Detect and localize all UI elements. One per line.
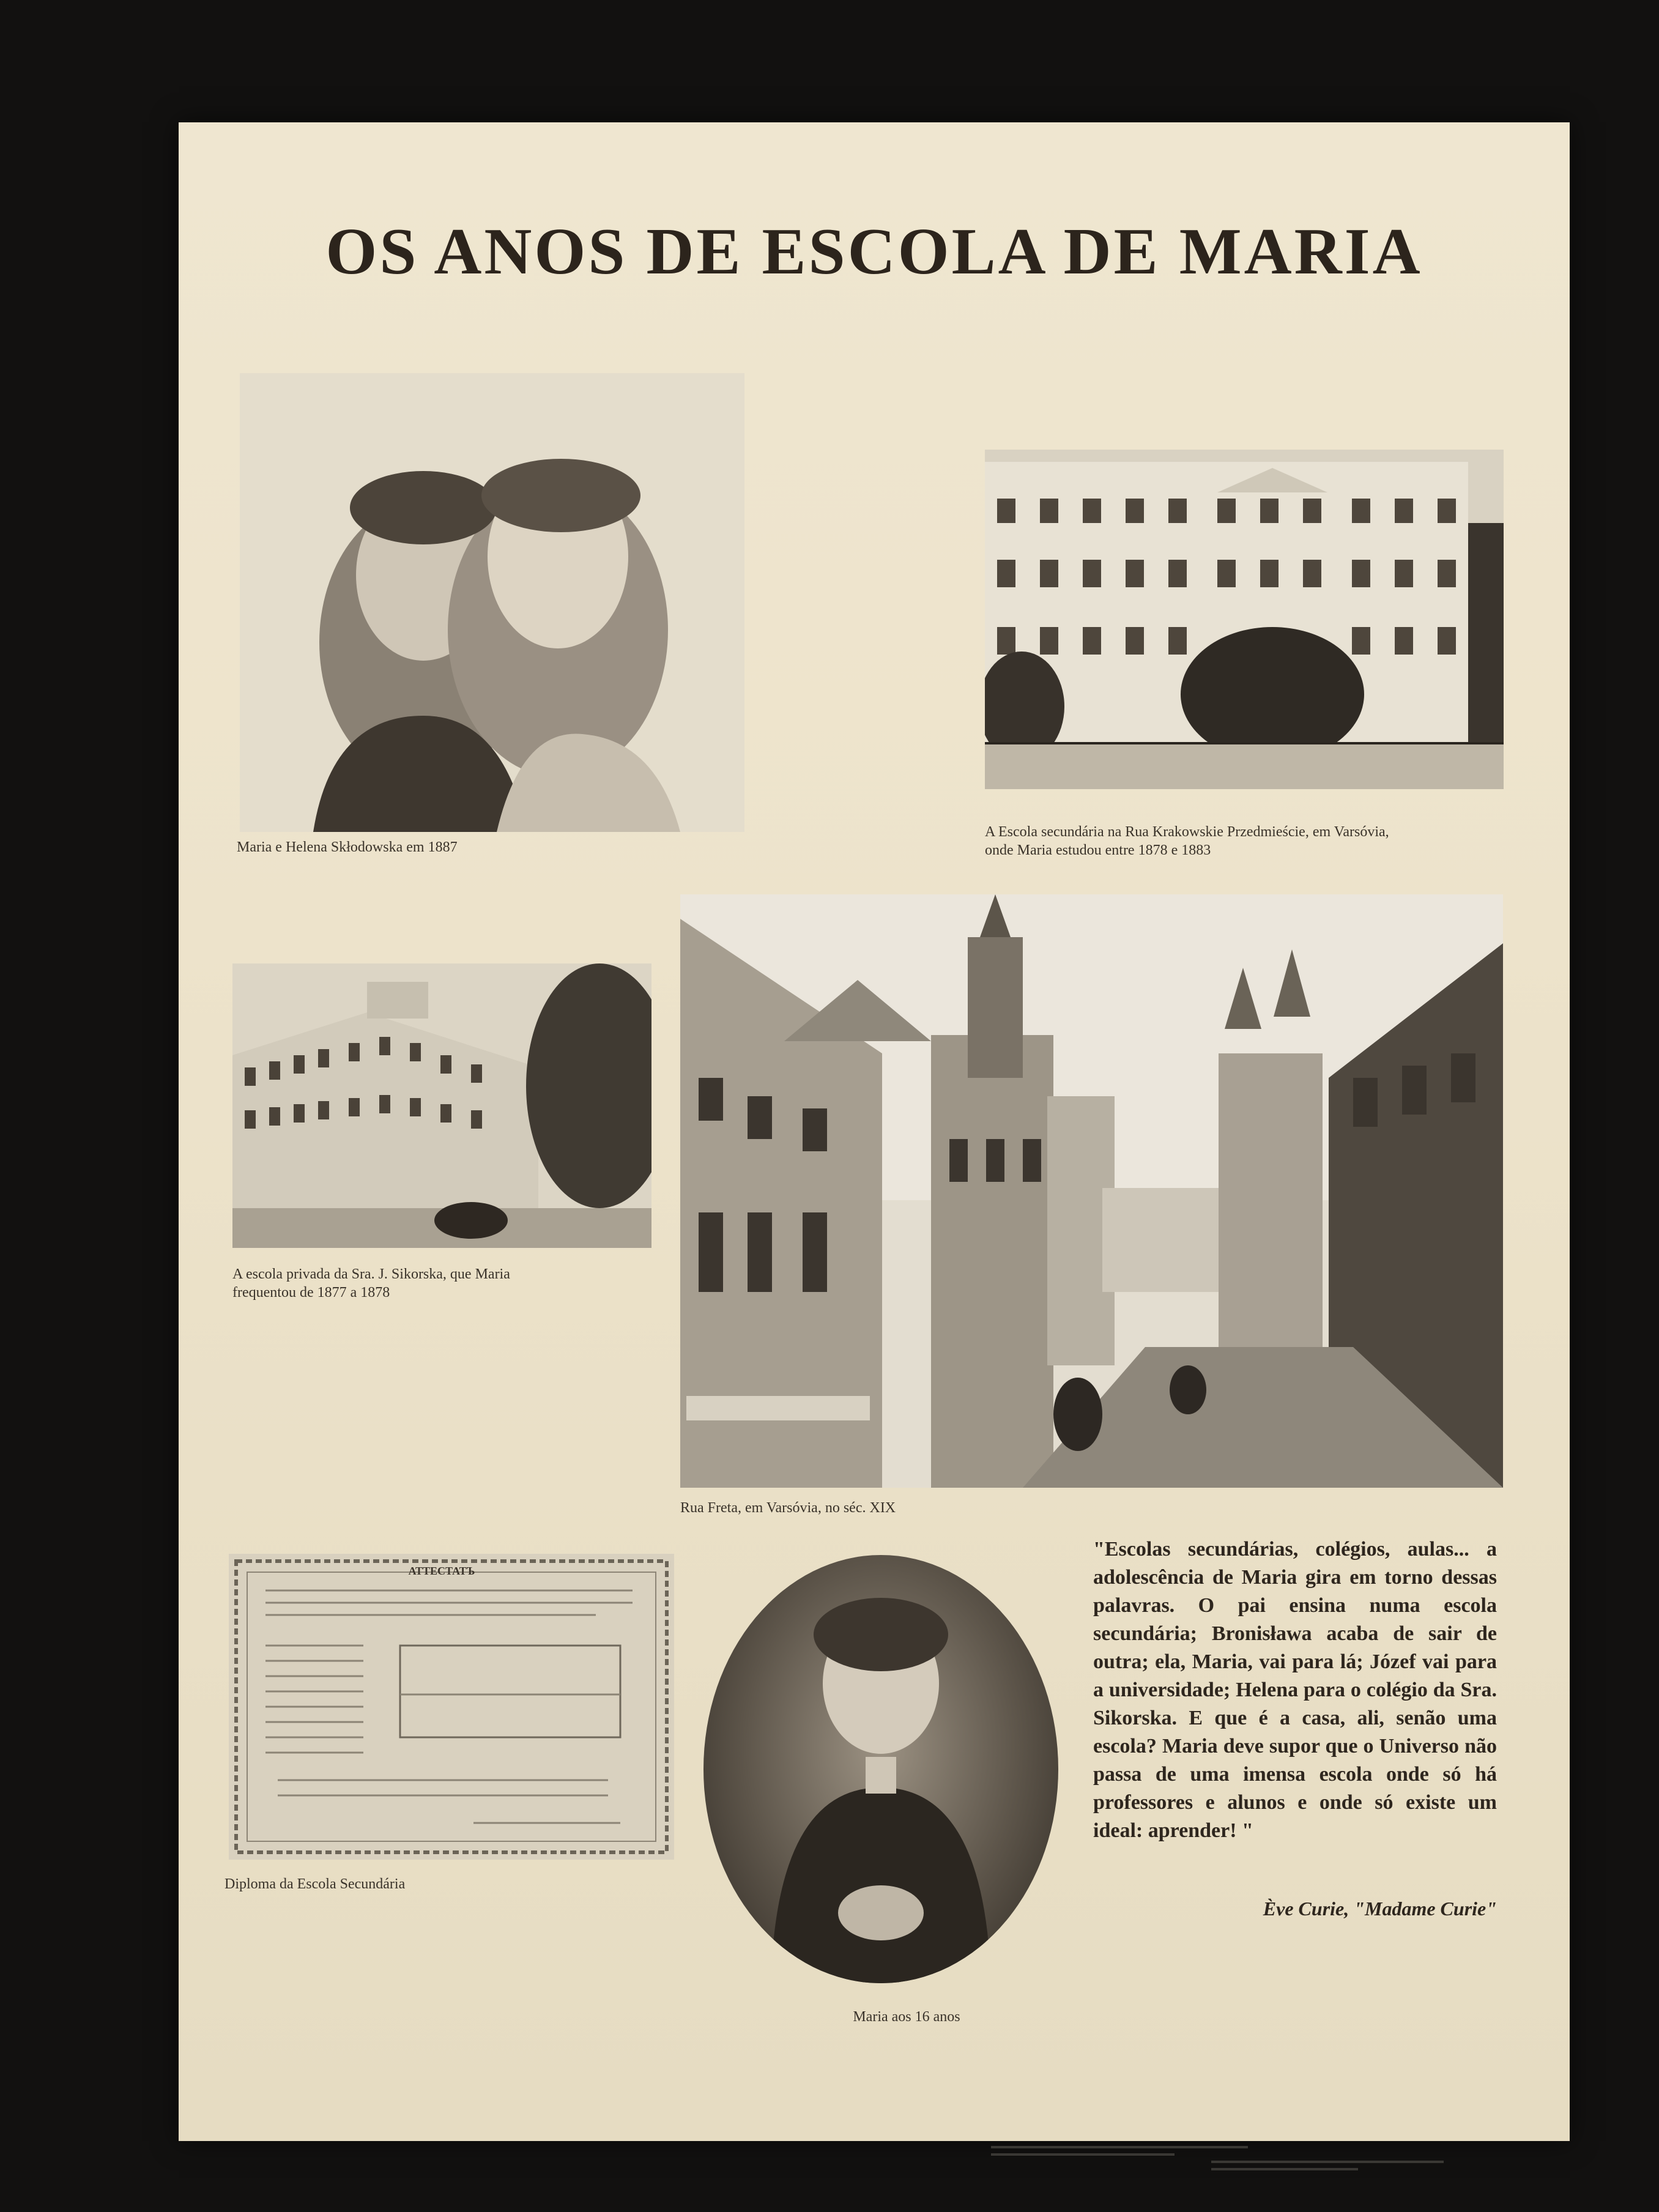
portrait-caption: Maria aos 16 anos [853,2009,960,2025]
diploma-image [229,1554,674,1860]
quote-source: Ève Curie, "Madame Curie" [1263,1898,1497,1920]
sisters-photo [240,373,744,832]
school-building-photo [985,450,1504,789]
private-school-photo [232,963,651,1248]
portrait-oval [703,1555,1058,1983]
quote-text: "Escolas secundárias, colégios, aulas... a adolescência de Maria gira em torno dessas palavras. O pai ensina numa escola secundária; Bronisława acaba de sair de outra; ela, Maria, vai para lá; Józef vai para a universidade; Helena para o colégio da Sra. Sikorska. E que é a casa, ali, senão uma escola? Maria deve supor que o Universo não passa de uma imensa escola onde só há professores e alunos e onde só existe um ideal: aprender! " [1093,1538,1497,1842]
diploma-heading: АТТЕСТАТЪ [408,1565,475,1577]
private-school-caption: A escola privada da Sra. J. Sikorska, que Maria frequentou de 1877 a 1878 [232,1266,510,1301]
exhibit-label [991,2141,1542,2190]
diploma-caption: Diploma da Escola Secundária [225,1876,406,1892]
school-building-caption: A Escola secundária na Rua Krakowskie Przedmieście, em Varsóvia, onde Maria estudou entre 1878 e 1883 [985,824,1389,858]
poster-panel [179,122,1570,2141]
sisters-caption: Maria e Helena Skłodowska em 1887 [237,839,458,855]
poster-title: OS ANOS DE ESCOLA DE MARIA [325,215,1423,288]
street-photo [680,894,1503,1488]
street-caption: Rua Freta, em Varsóvia, no séc. XIX [680,1500,896,1516]
